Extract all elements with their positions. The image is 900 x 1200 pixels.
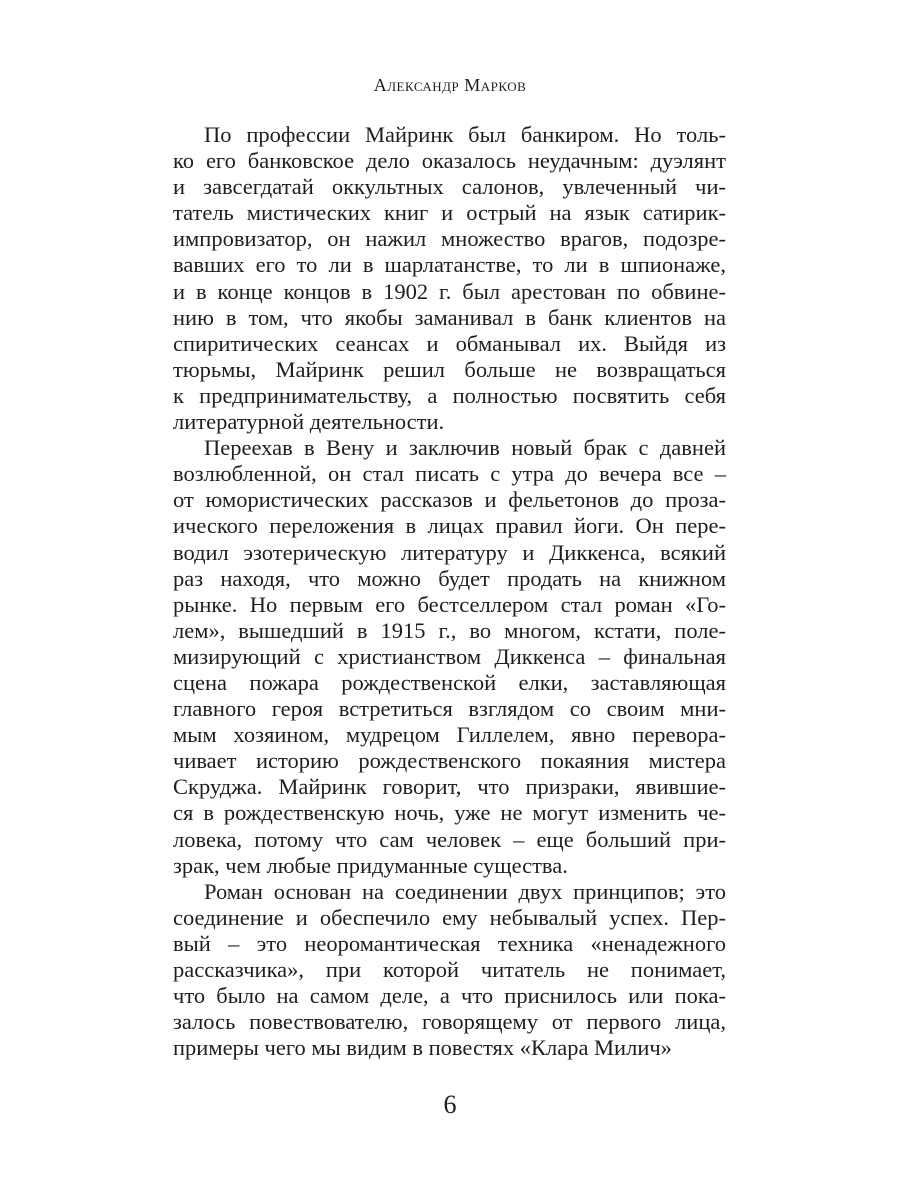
paragraph (173, 122, 726, 435)
text-line: По профессии Майринк был банкиром. Но толь- (204, 122, 726, 147)
text-line: тюрьмы, Майринк решил больше не возвращаться (173, 356, 726, 382)
paragraph (173, 879, 726, 1062)
text-line: и в конце концов в 1902 г. был арестован по обвине- (173, 278, 726, 304)
text-line: сцена пожара рождественской елки, заставляющая (173, 669, 726, 695)
text-line: соединение и обеспечило ему небывалый успех. Пер- (173, 904, 726, 930)
text-line: примеры чего мы видим в повестях «Клара Милич» (173, 1035, 672, 1061)
text-line: Переехав в Вену и заключив новый брак с давней (204, 435, 726, 461)
text-line: мым хозяином, мудрецом Гиллелем, явно перевора- (173, 722, 726, 748)
text-line: ся в рождественскую ночь, уже не могут изменить че- (173, 800, 726, 826)
text-line: ко его банковское дело оказалось неудачным: дуэлянт (173, 148, 726, 174)
paragraph (173, 435, 726, 879)
body-text (173, 122, 726, 1061)
text-line: рынке. Но первым его бестселлером стал роман «Го- (173, 591, 726, 617)
text-line: лем», вышедший в 1915 г., во многом, кстати, поле- (173, 617, 726, 643)
text-line: к предпринимательству, а полностью посвятить себя (173, 382, 726, 408)
text-line: Роман основан на соединении двух принципов; это (204, 878, 726, 904)
text-line: возлюбленной, он стал писать с утра до вечера все – (173, 461, 726, 487)
text-line: главного героя встретиться взглядом со своим мни- (173, 696, 726, 722)
text-line: залось повествователю, говорящему от первого лица, (173, 1009, 726, 1035)
text-line: ического переложения в лицах правил йоги. Он пере- (173, 513, 726, 539)
page-number: 6 (443, 1090, 457, 1119)
text-line: ловека, потому что сам человек – еще больший при- (173, 826, 726, 852)
text-line: и завсегдатай оккультных салонов, увлеченный чи- (173, 174, 726, 200)
text-line: нию в том, что якобы заманивал в банк клиентов на (173, 304, 726, 330)
text-line: зрак, чем любые придуманные существа. (173, 852, 568, 878)
text-line: Скруджа. Майринк говорит, что призраки, явившие- (173, 774, 726, 800)
text-line: что было на самом деле, а что приснилось или пока- (173, 983, 726, 1009)
running-header: Александр Марков (373, 75, 527, 95)
text-line: от юмористических рассказов и фельетонов до проза- (173, 487, 726, 513)
text-line: рассказчика», при которой читатель не понимает, (173, 957, 726, 982)
text-line: водил эзотерическую литературу и Диккенса, всякий (173, 539, 726, 565)
text-line: мизирующий с христианством Диккенса – финальная (173, 643, 726, 669)
text-line: раз находя, что можно будет продать на книжном (173, 565, 726, 591)
text-line: чивает историю рождественского покаяния мистера (173, 748, 726, 774)
text-line: литературной деятельности. (173, 409, 445, 435)
text-line: импровизатор, он нажил множество врагов, подозре- (173, 226, 726, 252)
text-line: спиритических сеансах и обманывал их. Выйдя из (173, 330, 726, 356)
text-line: вавших его то ли в шарлатанстве, то ли в шпионаже, (173, 252, 726, 278)
text-line: вый – это неоромантическая техника «ненадежного (173, 930, 726, 956)
text-line: татель мистических книг и острый на язык сатирик- (173, 200, 726, 226)
